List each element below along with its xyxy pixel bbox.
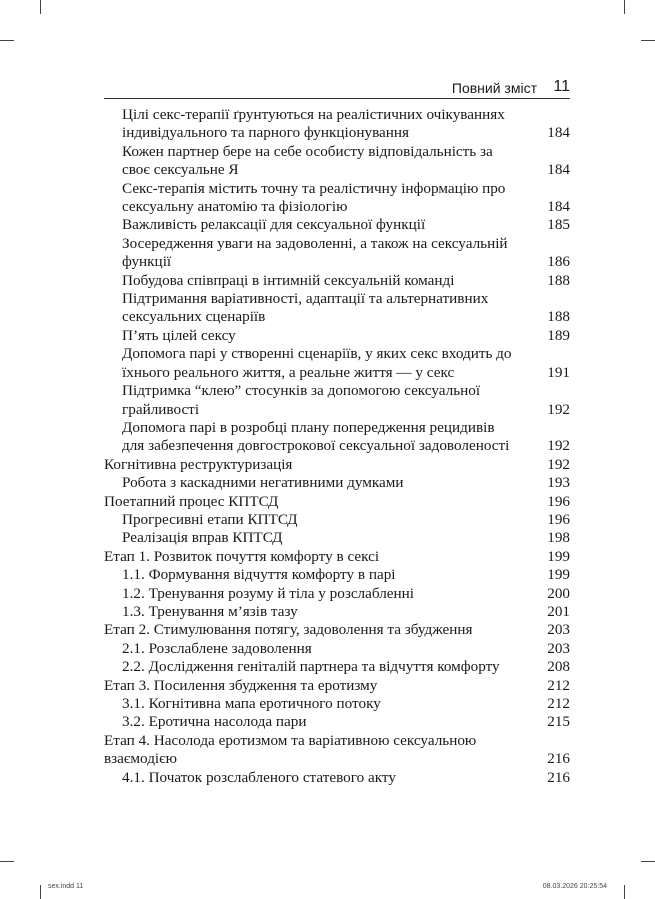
toc-entry-page: 184	[547, 198, 570, 216]
crop-mark	[0, 40, 14, 41]
toc-entry-title: Підтримання варіативності, адаптації та альтернативних сексуальних сценаріїв	[122, 290, 489, 326]
header-rule	[104, 98, 570, 99]
toc-entry-title: Кожен партнер бере на себе особисту відповідальність за своє сексуальне Я	[122, 142, 493, 179]
toc-entry	[104, 603, 570, 621]
toc-entry-page: 196	[547, 492, 570, 510]
toc-entry	[104, 493, 570, 511]
toc-entry-page: 201	[547, 602, 570, 620]
toc-entry-title: 1.2. Тренування розуму й тіла у розслабленні	[122, 584, 415, 602]
toc-entry-page: 192	[547, 455, 570, 473]
toc-entry	[104, 106, 570, 143]
footer-file: sex.indd 11	[48, 883, 84, 890]
toc-entry	[104, 585, 570, 603]
toc-entry-title: 1.1. Формування відчуття комфорту в парі	[122, 566, 396, 584]
toc-entry	[104, 658, 570, 676]
toc-entry-page: 193	[547, 474, 570, 492]
toc-entry-page: 216	[547, 750, 570, 768]
toc-entry-title: 2.1. Розслаблене задоволення	[122, 639, 312, 657]
running-header	[104, 78, 570, 98]
toc-entry-page: 212	[547, 676, 570, 694]
toc-entry	[104, 677, 570, 695]
toc-entry-page: 186	[547, 253, 570, 271]
toc-entry-page: 216	[547, 768, 570, 786]
toc-entry	[104, 529, 570, 547]
toc-entry	[104, 732, 570, 769]
toc-entry-title: Етап 3. Посилення збудження та еротизму	[104, 676, 378, 694]
toc-entry-page: 189	[547, 326, 570, 344]
crop-mark	[40, 885, 41, 899]
toc-entry	[104, 272, 570, 290]
toc-entry-title: П’ять цілей сексу	[122, 326, 236, 344]
toc-entry-title: Підтримка “клею” стосунків за допомогою сексуальної грайливості	[122, 382, 481, 418]
toc-entry-title: Секс-терапія містить точну та реалістичну інформацію про сексуальну анатомію та фізіологію	[122, 179, 506, 216]
toc-entry-title: Етап 2. Стимулювання потягу, задоволення та збудження	[104, 621, 473, 639]
toc-entry	[104, 235, 570, 272]
toc-entry-title: Етап 1. Розвиток почуття комфорту в сексі	[104, 547, 380, 565]
toc-entry-page: 199	[547, 547, 570, 565]
toc-entry-title: Допомога парі у створенні сценаріїв, у яких секс входить до їхнього реального життя, а реальне життя — у секс	[122, 345, 512, 381]
toc-entry-page: 188	[547, 308, 570, 326]
toc-entry	[104, 456, 570, 474]
toc-entry-title: Зосередження уваги на задоволенні, а також на сексуальній функції	[122, 234, 508, 271]
toc-entry-title: Допомога парі в розробці плану попередження рецидивів для забезпечення довгострокової сексуальної задоволеності	[122, 418, 510, 455]
toc-entry-title: Важливість релаксації для сексуальної функції	[122, 216, 426, 234]
toc-entry-page: 198	[547, 529, 570, 547]
toc-entry	[104, 621, 570, 639]
crop-mark	[624, 885, 625, 899]
toc-entry-title: Побудова співпраці в інтимній сексуальній команді	[122, 271, 455, 289]
toc-entry	[104, 566, 570, 584]
toc-entry-page: 215	[547, 713, 570, 731]
toc-entry-page: 203	[547, 639, 570, 657]
toc-entry-title: 3.2. Еротична насолода пари	[122, 713, 307, 731]
toc-entry-title: 3.1. Когнітивна мапа еротичного потоку	[122, 695, 381, 712]
toc-entry-page: 199	[547, 566, 570, 584]
toc-entry-page: 184	[547, 161, 570, 179]
crop-mark	[40, 0, 41, 14]
toc-entry	[104, 695, 570, 713]
toc-entry	[104, 640, 570, 658]
running-header-title: Повний зміст	[451, 80, 537, 96]
toc-entry-title: 4.1. Початок розслабленого статевого акту	[122, 768, 396, 786]
crop-mark	[624, 0, 625, 14]
toc-entry-title: 2.2. Дослідження геніталій партнера та відчуття комфорту	[122, 658, 500, 676]
toc-entry-page: 200	[547, 584, 570, 602]
toc-entry-page: 196	[547, 510, 570, 528]
toc-entry	[104, 143, 570, 180]
toc-entry-title: Поетапний процес КПТСД	[104, 492, 279, 510]
toc-entry	[104, 769, 570, 787]
footer-timestamp: 08.03.2026 20:25:54	[542, 883, 607, 890]
toc-entry-page: 192	[547, 400, 570, 418]
toc-entry-title: Когнітивна реструктуризація	[104, 455, 293, 473]
crop-mark	[641, 40, 655, 41]
toc-entry-page: 208	[547, 658, 570, 676]
toc-entry-title: 1.3. Тренування м’язів тазу	[122, 602, 298, 620]
toc-entry-page: 212	[547, 695, 570, 712]
toc-entry	[104, 216, 570, 234]
toc-entry	[104, 548, 570, 566]
toc-entry	[104, 345, 570, 382]
toc-entry-title: Прогресивні етапи КПТСД	[122, 510, 298, 528]
toc-entry	[104, 180, 570, 217]
toc-entry	[104, 474, 570, 492]
toc-entry	[104, 511, 570, 529]
toc-entry-page: 203	[547, 621, 570, 639]
toc-entry-page: 191	[547, 363, 570, 381]
toc-entry-title: Етап 4. Насолода еротизмом та варіативною сексуальною взаємодією	[104, 731, 477, 768]
toc-entry-page: 192	[547, 437, 570, 455]
running-header-page-number: 11	[553, 78, 570, 95]
table-of-contents	[104, 106, 570, 787]
toc-entry-page: 185	[547, 216, 570, 234]
toc-entry	[104, 382, 570, 419]
toc-entry-title: Цілі секс-терапії ґрунтуються на реалістичних очікуваннях індивідуального та парного функціонування	[122, 106, 505, 142]
toc-entry-title: Реалізація вправ КПТСД	[122, 529, 283, 547]
crop-mark	[641, 861, 655, 862]
toc-entry-page: 188	[547, 271, 570, 289]
toc-entry-page: 184	[547, 124, 570, 142]
crop-mark	[0, 861, 14, 862]
toc-entry	[104, 713, 570, 731]
toc-entry	[104, 290, 570, 327]
toc-entry	[104, 419, 570, 456]
toc-entry-title: Робота з каскадними негативними думками	[122, 474, 404, 492]
toc-entry	[104, 327, 570, 345]
